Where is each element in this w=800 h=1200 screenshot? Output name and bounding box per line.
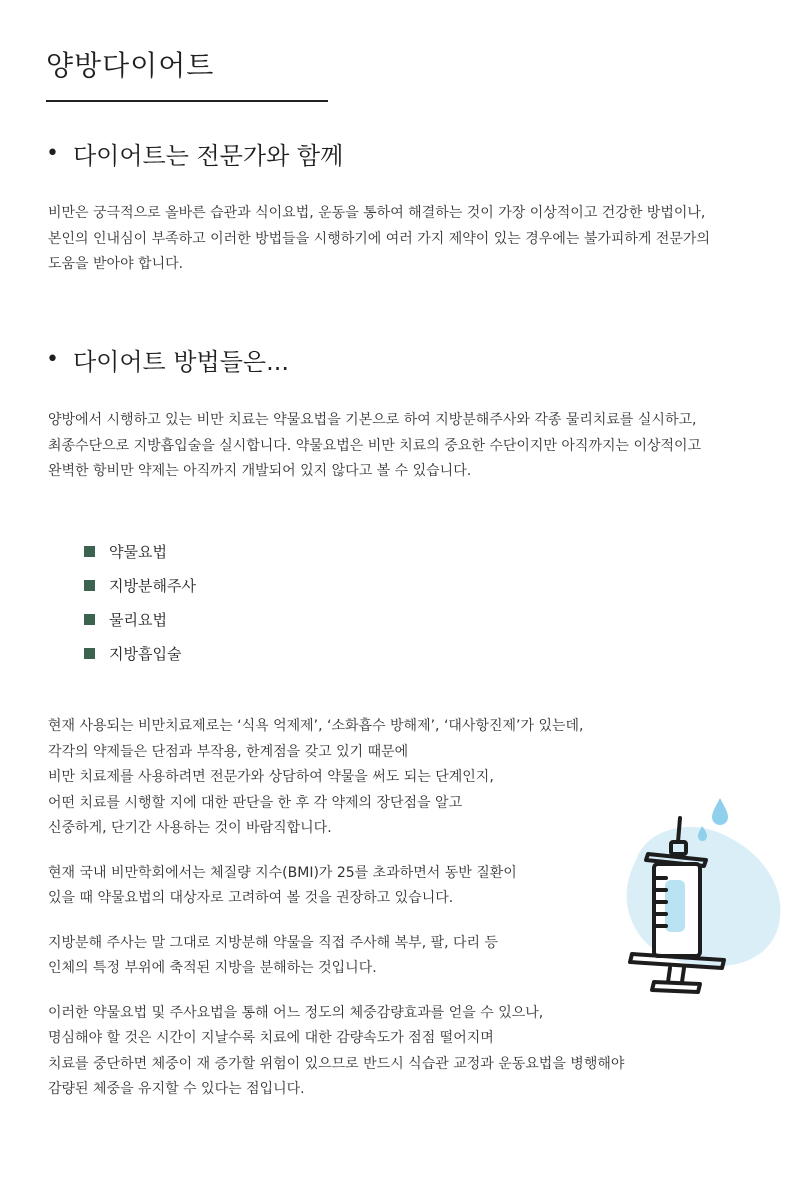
background-blob <box>627 827 781 966</box>
list-item-label: 지방흡입술 <box>109 644 182 663</box>
detail-text <box>48 714 688 1122</box>
list-item-label: 물리요법 <box>109 610 167 629</box>
list-item <box>84 534 196 568</box>
syringe-icon <box>608 790 788 1000</box>
list-item-label: 약물요법 <box>109 542 167 561</box>
methods-paragraph <box>48 408 778 485</box>
text-line: 어떤 치료를 시행할 지에 대한 판단을 한 후 각 약제의 장단점을 알고 <box>48 794 463 811</box>
paragraph-drug-types <box>48 714 688 842</box>
paragraph-bmi <box>48 861 688 912</box>
text-line: 비만 치료제를 사용하려면 전문가와 상담하여 약물을 써도 되는 단계인지, <box>48 769 494 785</box>
text-line: 본인의 인내심이 부족하고 이러한 방법들을 시행하기에 여러 가지 제약이 있는 경우에는 불가피하게 전문가의 <box>48 230 710 247</box>
bullet: • <box>46 347 59 372</box>
drop-icon <box>712 798 728 825</box>
text-line: 최종수단으로 지방흡입술을 실시합니다. 약물요법은 비만 치료의 중요한 수단이지만 아직까지는 이상적이고 <box>48 437 702 454</box>
syringe-illustration <box>608 790 788 1000</box>
text-line: 각각의 약제들은 단점과 부작용, 한계점을 갖고 있기 때문에 <box>48 743 409 760</box>
text-line: 감량된 체중을 유지할 수 있다는 점입니다. <box>48 1081 305 1097</box>
section-heading-1 <box>46 136 343 171</box>
square-bullet-icon <box>84 580 95 591</box>
paragraph-injection <box>48 931 688 982</box>
text-line: 명심해야 할 것은 시간이 지날수록 치료에 대한 감량속도가 점점 떨어지며 <box>48 1030 494 1046</box>
square-bullet-icon <box>84 648 95 659</box>
bullet: • <box>46 141 59 166</box>
text-line: 비만은 궁극적으로 올바른 습관과 식이요법, 운동을 통하여 해결하는 것이 가장 이상적이고 건강한 방법이나, <box>48 205 706 221</box>
section-heading-2 <box>46 342 289 377</box>
text-line: 신중하게, 단기간 사용하는 것이 바람직합니다. <box>48 820 332 836</box>
text-line: 치료를 중단하면 체중이 재 증가할 위험이 있으므로 반드시 식습관 교정과 운동요법을 병행해야 <box>48 1055 625 1072</box>
list-item <box>84 602 196 636</box>
text-line: 인체의 특정 부위에 축적된 지방을 분해하는 것입니다. <box>48 960 377 976</box>
text-line: 있을 때 약물요법의 대상자로 고려하여 볼 것을 권장하고 있습니다. <box>48 890 454 906</box>
title-divider <box>46 100 328 102</box>
square-bullet-icon <box>84 614 95 625</box>
text-line: 도움을 받아야 합니다. <box>48 256 184 272</box>
page-title: 양방다이어트 <box>46 49 215 82</box>
paragraph-caution <box>48 1001 688 1103</box>
text-line: 완벽한 항비만 약제는 아직까지 개발되어 있지 않다고 볼 수 있습니다. <box>48 463 472 479</box>
text-line: 현재 국내 비만학회에서는 체질량 지수(BMI)가 25를 초과하면서 동반 질환이 <box>48 864 517 881</box>
text-line: 양방에서 시행하고 있는 비만 치료는 약물요법을 기본으로 하여 지방분해주사와 각종 물리치료를 실시하고, <box>48 412 697 428</box>
list-item <box>84 636 196 670</box>
text-line: 현재 사용되는 비만치료제로는 ‘식욕 억제제’, ‘소화흡수 방해제’, ‘대사항진제’가 있는데, <box>48 718 584 734</box>
list-item-label: 지방분해주사 <box>109 576 196 595</box>
method-list <box>84 534 196 670</box>
section-heading-text: 다이어트는 전문가와 함께 <box>72 142 344 170</box>
text-line: 이러한 약물요법 및 주사요법을 통해 어느 정도의 체중감량효과를 얻을 수 있으나, <box>48 1004 544 1021</box>
text-line: 지방분해 주사는 말 그대로 지방분해 약물을 직접 주사해 복부, 팔, 다리 등 <box>48 934 499 951</box>
section-heading-text: 다이어트 방법들은... <box>72 348 289 376</box>
square-bullet-icon <box>84 546 95 557</box>
intro-paragraph <box>48 201 778 278</box>
list-item <box>84 568 196 602</box>
